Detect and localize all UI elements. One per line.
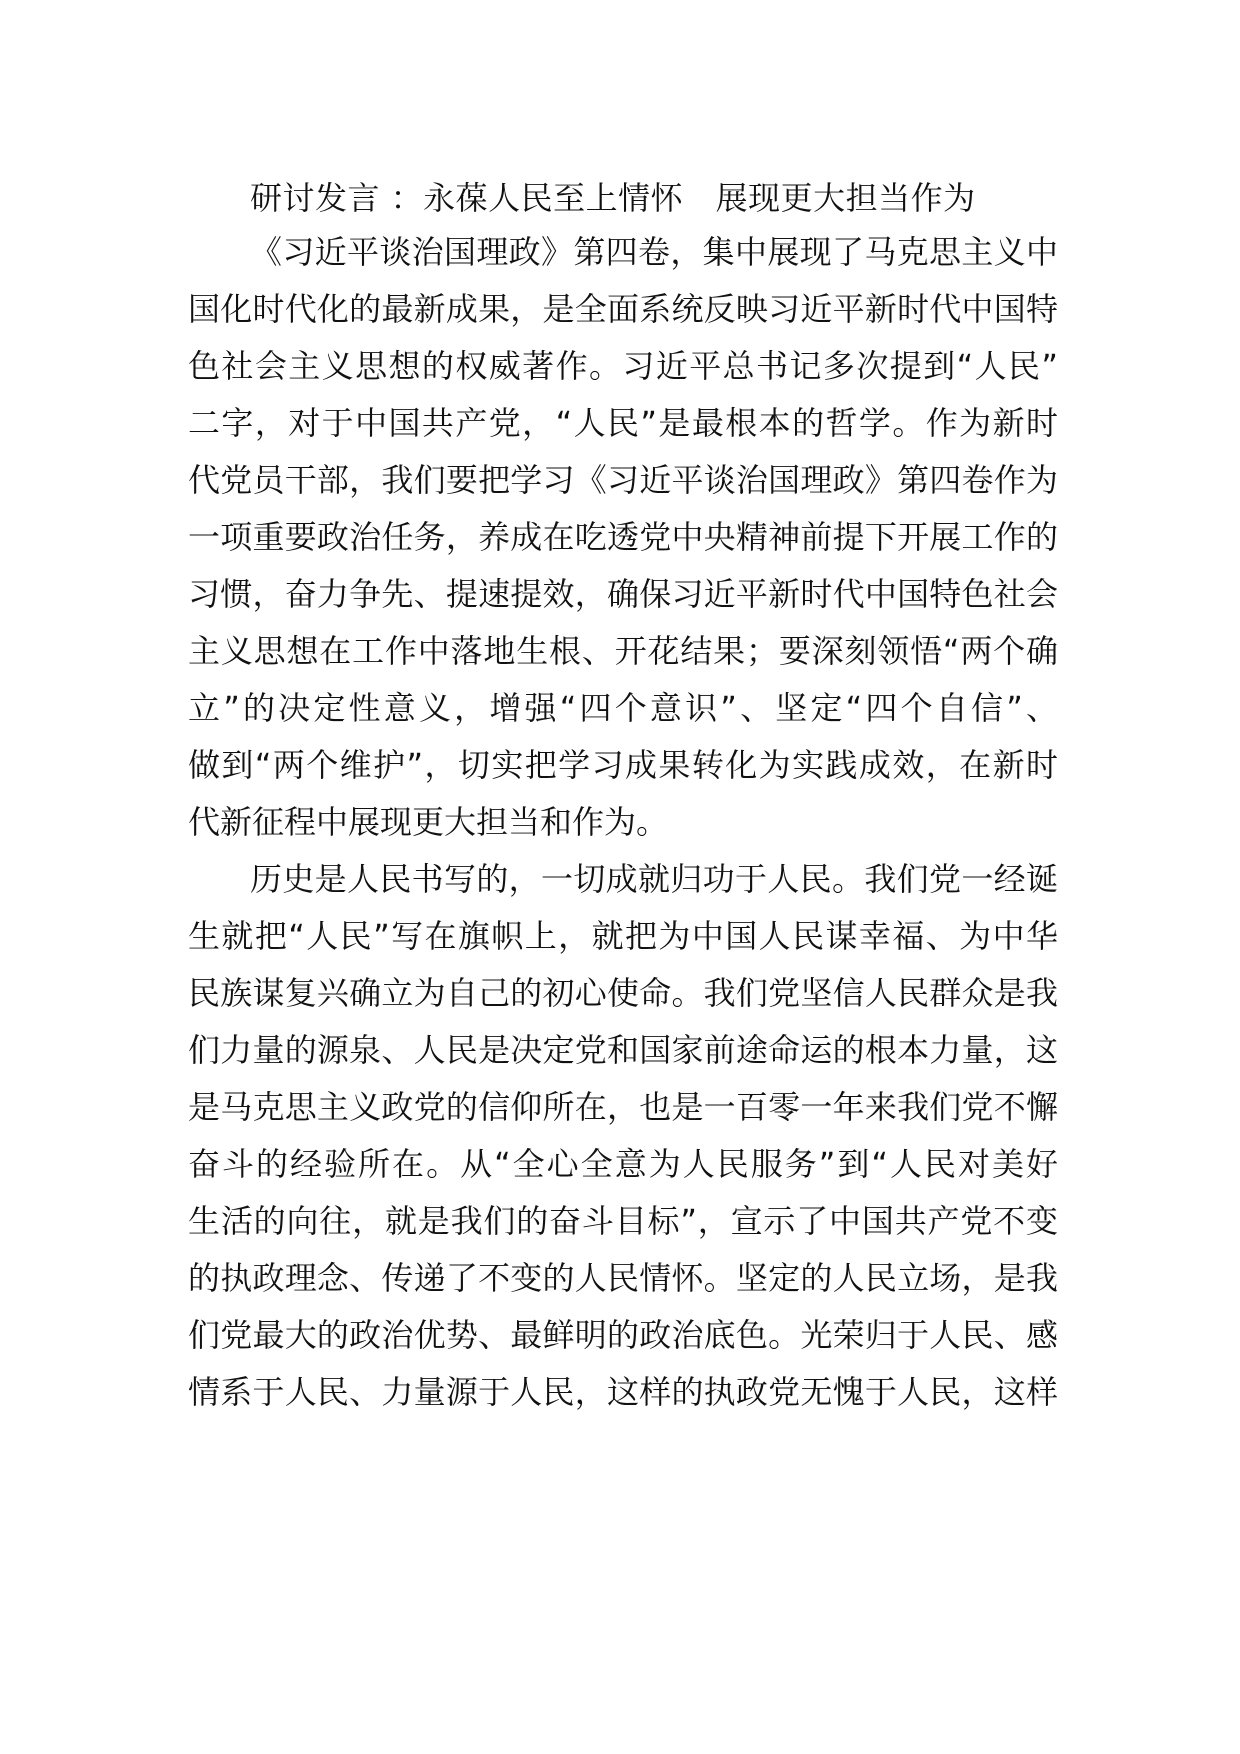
paragraph-2-line-6: 奋斗的经验所在。从“全心全意为人民服务”到“人民对美好 xyxy=(188,1145,1058,1183)
paragraph-2-line-7: 生活的向往，就是我们的奋斗目标”，宣示了中国共产党不变 xyxy=(188,1202,1058,1240)
paragraph-2-line-1: 历史是人民书写的，一切成就归功于人民。我们党一经诞 xyxy=(250,860,1058,898)
document-title: 研讨发言 ：永葆人民至上情怀 展现更大担当作为 xyxy=(250,179,976,217)
paragraph-1-line-8: 主义思想在工作中落地生根、开花结果；要深刻领悟“两个确 xyxy=(188,632,1058,670)
paragraph-1-line-7: 习惯，奋力争先、提速提效，确保习近平新时代中国特色社会 xyxy=(188,575,1058,613)
paragraph-1-line-1: 《习近平谈治国理政》第四卷，集中展现了马克思主义中 xyxy=(250,233,1058,271)
paragraph-2-line-3: 民族谋复兴确立为自己的初心使命。我们党坚信人民群众是我 xyxy=(188,974,1058,1012)
paragraph-2-line-2: 生就把“人民”写在旗帜上，就把为中国人民谋幸福、为中华 xyxy=(188,917,1058,955)
paragraph-1-line-6: 一项重要政治任务，养成在吃透党中央精神前提下开展工作的 xyxy=(188,518,1058,556)
paragraph-2-line-5: 是马克思主义政党的信仰所在，也是一百零一年来我们党不懈 xyxy=(188,1088,1058,1126)
paragraph-1-line-10: 做到“两个维护”，切实把学习成果转化为实践成效，在新时 xyxy=(188,746,1058,784)
paragraph-1-line-9: 立”的决定性意义，增强“四个意识”、坚定“四个自信”、 xyxy=(188,689,1058,727)
paragraph-1-line-5: 代党员干部，我们要把学习《习近平谈治国理政》第四卷作为 xyxy=(188,461,1058,499)
paragraph-2-line-4: 们力量的源泉、人民是决定党和国家前途命运的根本力量，这 xyxy=(188,1031,1058,1069)
paragraph-1-line-4: 二字，对于中国共产党，“人民”是最根本的哲学。作为新时 xyxy=(188,404,1058,442)
paragraph-2-line-10: 情系于人民、力量源于人民，这样的执政党无愧于人民，这样 xyxy=(188,1373,1058,1411)
paragraph-2-line-9: 们党最大的政治优势、最鲜明的政治底色。光荣归于人民、感 xyxy=(188,1316,1058,1354)
paragraph-1-line-3: 色社会主义思想的权威著作。习近平总书记多次提到“人民” xyxy=(188,347,1058,385)
paragraph-1-line-11: 代新征程中展现更大担当和作为。 xyxy=(188,803,669,841)
paragraph-1-line-2: 国化时代化的最新成果，是全面系统反映习近平新时代中国特 xyxy=(188,290,1058,328)
paragraph-2-line-8: 的执政理念、传递了不变的人民情怀。坚定的人民立场，是我 xyxy=(188,1259,1058,1297)
